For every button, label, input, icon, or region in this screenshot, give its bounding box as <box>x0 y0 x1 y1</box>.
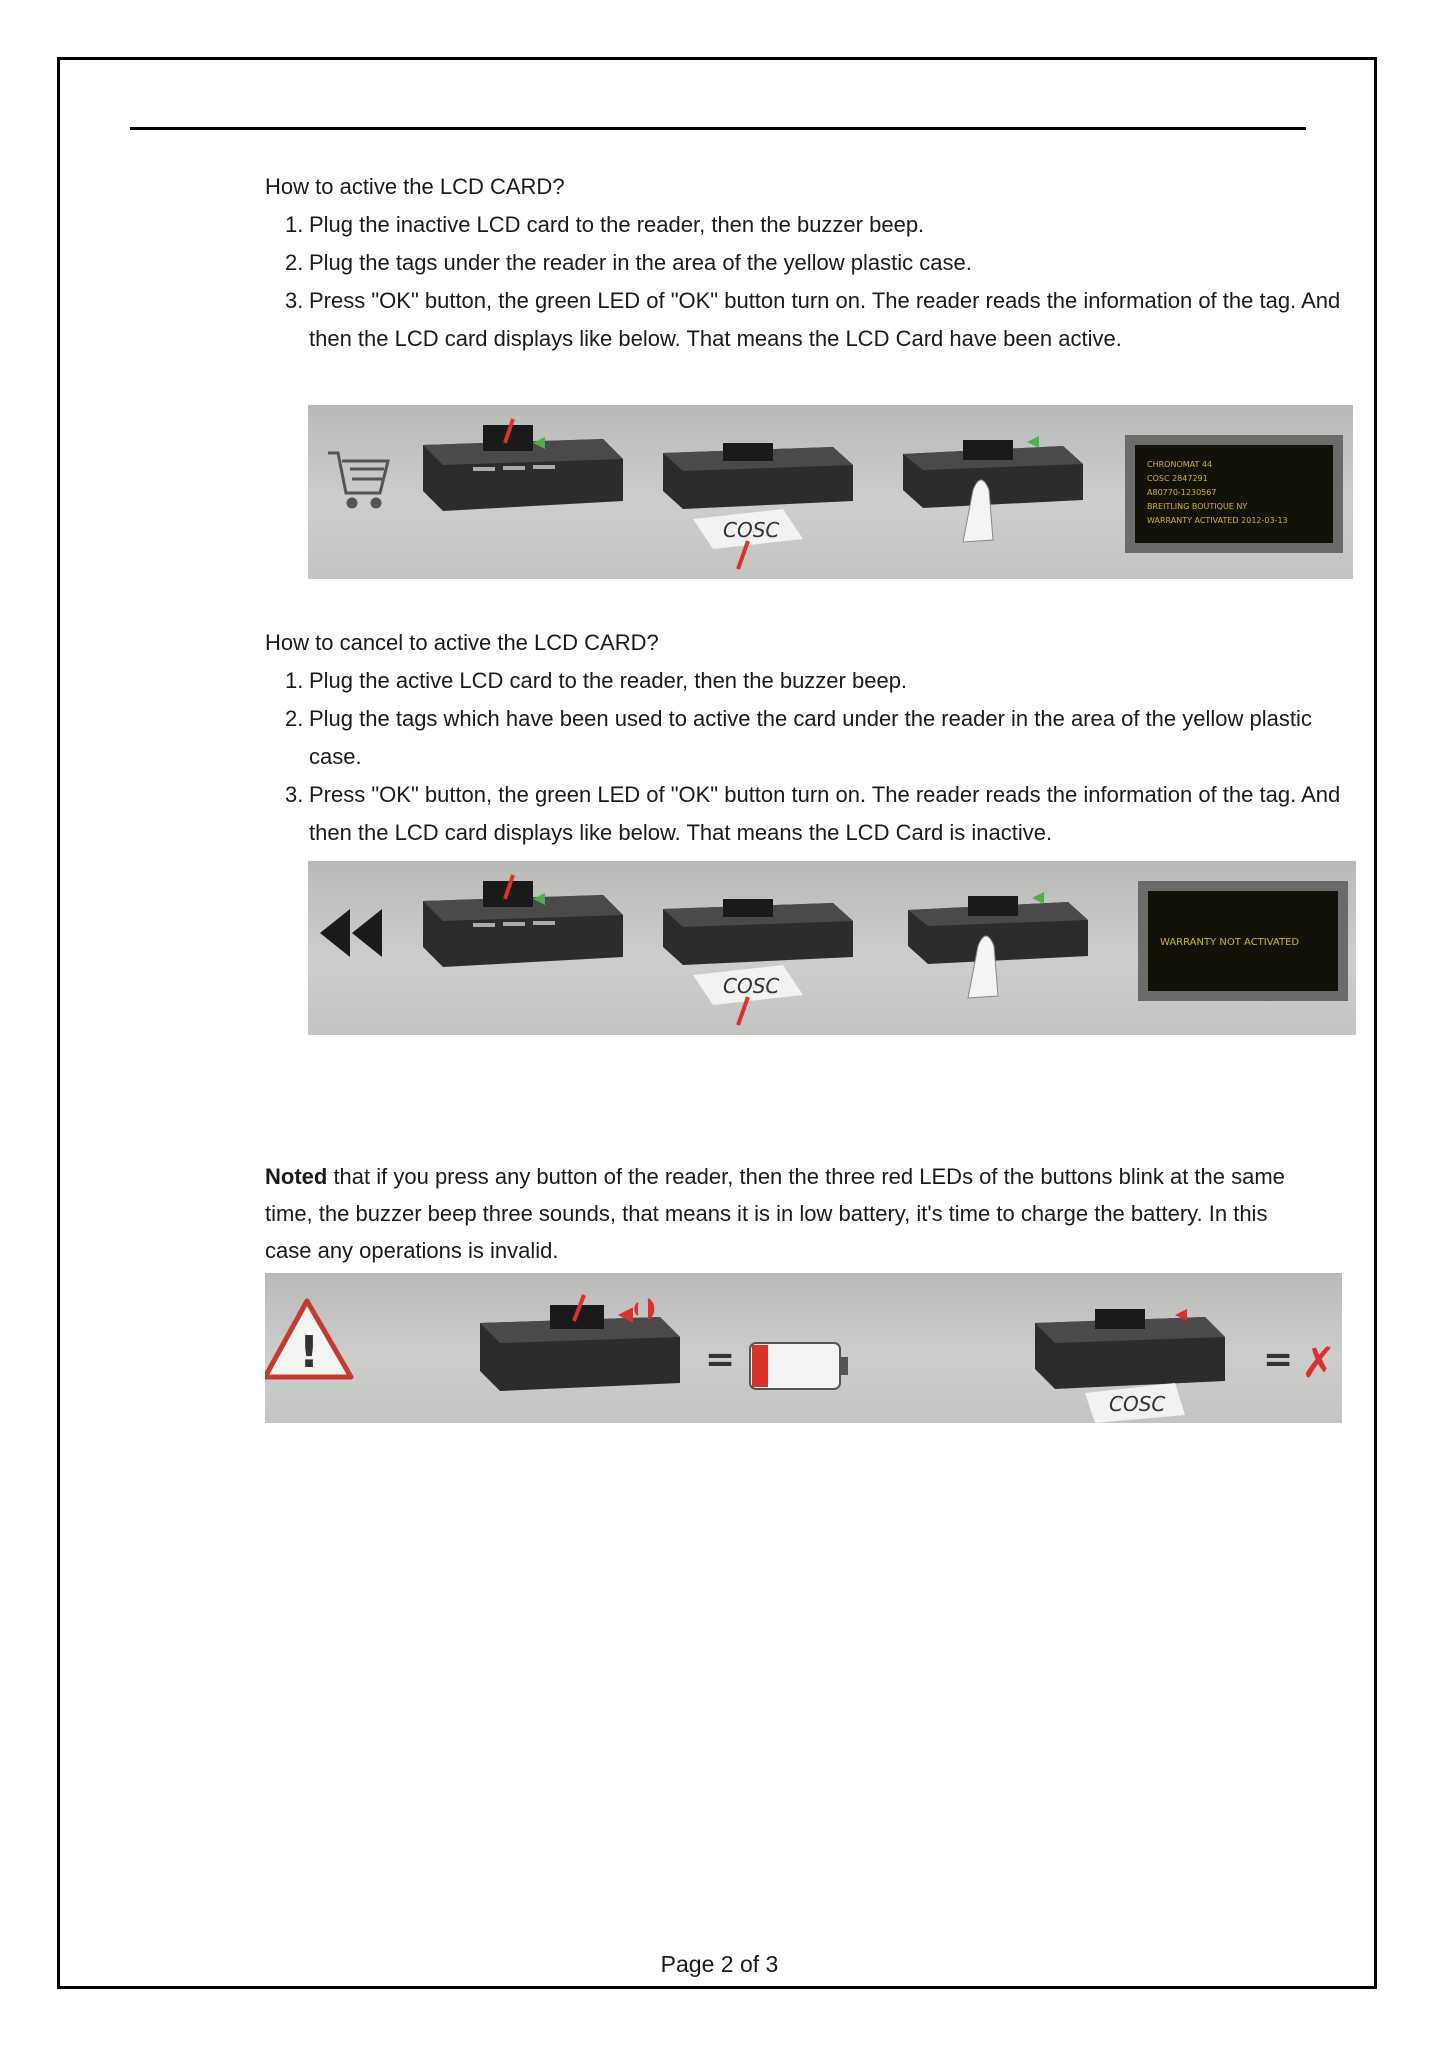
svg-text:COSC: COSC <box>723 974 780 998</box>
svg-text:COSC: COSC <box>723 518 780 542</box>
reader-1 <box>423 875 623 967</box>
note-text: that if you press any button of the reader, then the three red LEDs of the buttons blink at the same time, the buzzer beep three sounds, that means it is in low battery, it's time to charge the battery. In this case any operations is invalid. <box>265 1164 1285 1263</box>
svg-text:=: = <box>1263 1339 1294 1380</box>
low-battery-note <box>265 1158 1285 1269</box>
section-heading: How to active the LCD CARD? <box>265 174 565 199</box>
activation-figure <box>308 405 1353 579</box>
svg-text:BREITLING BOUTIQUE NY: BREITLING BOUTIQUE NY <box>1147 502 1248 511</box>
cart-icon <box>328 453 388 507</box>
reader-3 <box>903 436 1083 542</box>
svg-text:WARRANTY ACTIVATED 2012-03-13: WARRANTY ACTIVATED 2012-03-13 <box>1147 516 1288 525</box>
lcd-screen-active <box>1125 435 1343 553</box>
page-number: Page 2 of 3 <box>660 1951 779 1977</box>
deactivation-figure <box>308 861 1356 1035</box>
section-deactivate <box>265 624 1341 852</box>
battery-icon <box>750 1343 848 1389</box>
svg-text:WARRANTY NOT ACTIVATED: WARRANTY NOT ACTIVATED <box>1160 937 1300 948</box>
svg-text:CHRONOMAT 44: CHRONOMAT 44 <box>1147 460 1213 469</box>
list-item: 1. Plug the inactive LCD card to the reader, then the buzzer beep. <box>285 212 925 237</box>
list-item: 3. Press "OK" button, the green LED of "OK" button turn on. The reader reads the information of the tag. And then the LCD card displays like below. That means the LCD Card is inactive. <box>285 782 1341 845</box>
reader-3 <box>908 892 1088 998</box>
list-item: 2. Plug the tags under the reader in the area of the yellow plastic case. <box>285 250 972 275</box>
svg-text:COSC 2847291: COSC 2847291 <box>1147 474 1208 483</box>
low-battery-figure <box>265 1273 1342 1423</box>
section-activate <box>265 168 1341 358</box>
reader-1 <box>423 419 623 511</box>
reader-2 <box>663 443 853 569</box>
reader-2 <box>663 899 853 1025</box>
list-item: 3. Press "OK" button, the green LED of "OK" button turn on. The reader reads the information of the tag. And then the LCD card displays like below. That means the LCD Card have been active. <box>285 288 1341 351</box>
svg-text:A80770-1230567: A80770-1230567 <box>1147 488 1217 497</box>
svg-text:COSC: COSC <box>1109 1392 1166 1416</box>
svg-text:!: ! <box>299 1327 320 1378</box>
section-heading: How to cancel to active the LCD CARD? <box>265 630 659 655</box>
lcd-screen-inactive <box>1138 881 1348 1001</box>
note-label: Noted <box>265 1164 328 1189</box>
reader-with-tag <box>1035 1309 1225 1423</box>
header-rule <box>130 127 1306 130</box>
invalid-icon: ✗ <box>1301 1338 1337 1387</box>
warning-icon <box>265 1301 351 1378</box>
rewind-icon <box>320 909 382 957</box>
list-item: 1. Plug the active LCD card to the reader, then the buzzer beep. <box>285 668 908 693</box>
svg-text:=: = <box>705 1339 736 1380</box>
reader-low-battery <box>480 1295 680 1391</box>
list-item: 2. Plug the tags which have been used to active the card under the reader in the area of the yellow plastic case. <box>285 706 1312 769</box>
